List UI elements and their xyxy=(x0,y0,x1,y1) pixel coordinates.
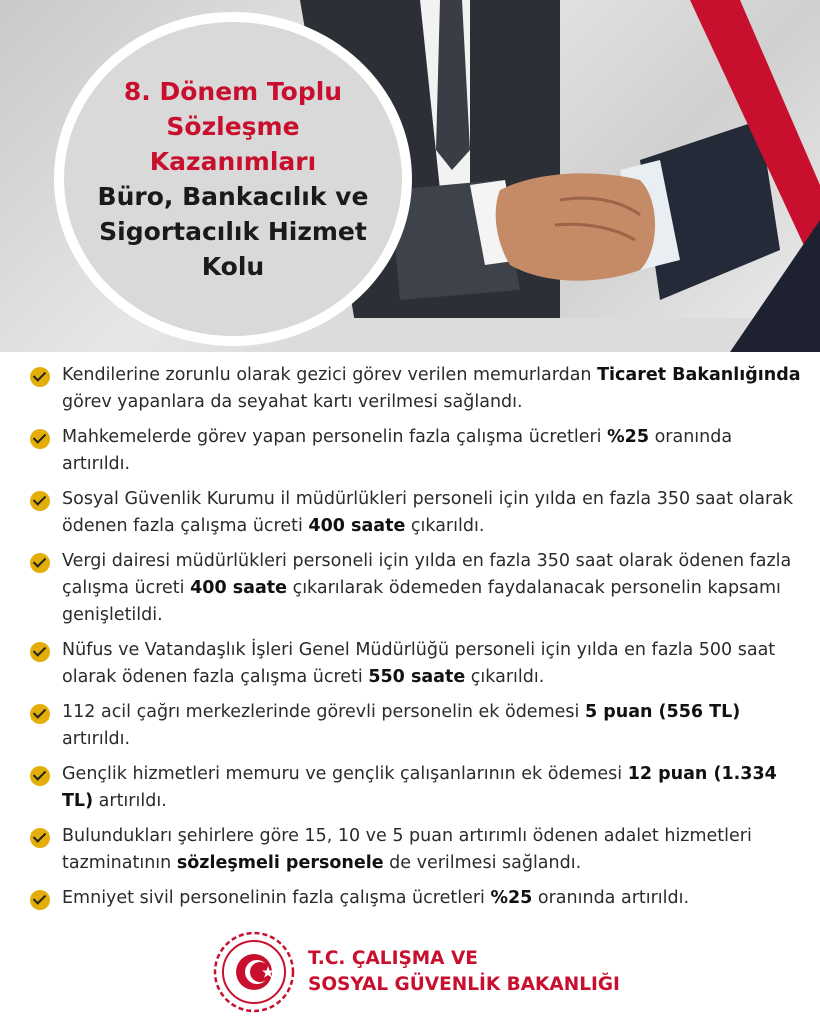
item-text: çıkarıldı. xyxy=(465,667,545,687)
check-circle-icon xyxy=(30,828,50,848)
item-highlight: Ticaret Bakanlığında xyxy=(597,365,801,385)
title-dark-line-3: Kolu xyxy=(201,252,265,281)
item-text: oranında artırıldı. xyxy=(62,427,733,474)
check-circle-icon xyxy=(30,553,50,573)
item-highlight: %25 xyxy=(490,888,533,908)
item-text: Gençlik hizmetleri memuru ve gençlik çalışanlarının ek ödemesi xyxy=(62,764,628,784)
item-text: 112 acil çağrı merkezlerinde görevli personelin ek ödemesi xyxy=(62,702,585,722)
check-circle-icon xyxy=(30,890,50,910)
hero-banner xyxy=(0,0,820,352)
list-item xyxy=(30,362,802,416)
title-red-line-1: 8. Dönem Toplu xyxy=(123,77,343,106)
check-circle-icon xyxy=(30,642,50,662)
item-text: Vergi dairesi müdürlükleri personeli için yılda en fazla 350 saat olarak ödenen fazla çalışma ücreti xyxy=(62,551,792,598)
ministry-footer xyxy=(212,930,632,1014)
item-text: artırıldı. xyxy=(93,791,167,811)
list-item xyxy=(30,486,802,540)
title-red-line-3: Kazanımları xyxy=(149,147,317,176)
item-text: artırıldı. xyxy=(62,729,131,749)
ministry-emblem-icon xyxy=(212,930,296,1014)
gains-list xyxy=(30,362,802,920)
item-highlight: 12 puan (1.334 TL) xyxy=(62,764,777,811)
item-text: Bulundukları şehirlere göre 15, 10 ve 5 puan artırımlı ödenen adalet hizmetleri tazminatının xyxy=(62,826,752,873)
check-circle-icon xyxy=(30,367,50,387)
check-circle-icon xyxy=(30,491,50,511)
list-item xyxy=(30,885,802,912)
list-item xyxy=(30,761,802,815)
item-highlight: 400 saate xyxy=(308,516,406,536)
list-item xyxy=(30,699,802,753)
item-text: çıkarılarak ödemeden faydalanacak personelin kapsamı genişletildi. xyxy=(62,578,781,625)
item-text: Nüfus ve Vatandaşlık İşleri Genel Müdürlüğü personeli için yılda en fazla 500 saat olarak ödenen fazla çalışma ücreti xyxy=(62,640,776,687)
list-item xyxy=(30,637,802,691)
title-dark-line-1: Büro, Bankacılık ve xyxy=(97,182,369,211)
item-text: Sosyal Güvenlik Kurumu il müdürlükleri personeli için yılda en fazla 350 saat olarak ödenen fazla çalışma ücreti xyxy=(62,489,794,536)
check-circle-icon xyxy=(30,429,50,449)
item-text: oranında artırıldı. xyxy=(532,888,690,908)
item-highlight: 5 puan (556 TL) xyxy=(584,702,741,722)
title-dark-line-2: Sigortacılık Hizmet xyxy=(99,217,367,246)
check-circle-icon xyxy=(30,766,50,786)
list-item xyxy=(30,823,802,877)
item-text: çıkarıldı. xyxy=(405,516,485,536)
list-item xyxy=(30,424,802,478)
item-highlight: sözleşmeli personele xyxy=(176,853,384,873)
list-item xyxy=(30,548,802,629)
item-text: Emniyet sivil personelinin fazla çalışma ücretleri xyxy=(62,888,491,908)
title-circle xyxy=(54,12,412,346)
ministry-name-line-1: T.C. ÇALIŞMA VE xyxy=(308,948,478,969)
item-highlight: %25 xyxy=(607,427,649,447)
item-text: görev yapanlara da seyahat kartı verilmesi sağlandı. xyxy=(62,392,523,412)
item-text: de verilmesi sağlandı. xyxy=(383,853,582,873)
hands-shaking xyxy=(496,173,655,280)
ministry-name-line-2: SOSYAL GÜVENLİK BAKANLIĞI xyxy=(308,974,620,995)
item-text: Mahkemelerde görev yapan personelin fazla çalışma ücretleri xyxy=(62,427,608,447)
item-highlight: 400 saate xyxy=(190,578,288,598)
item-text: Kendilerine zorunlu olarak gezici görev verilen memurlardan xyxy=(62,365,598,385)
title-red-line-2: Sözleşme xyxy=(166,112,300,141)
item-highlight: 550 saate xyxy=(368,667,466,687)
check-circle-icon xyxy=(30,704,50,724)
